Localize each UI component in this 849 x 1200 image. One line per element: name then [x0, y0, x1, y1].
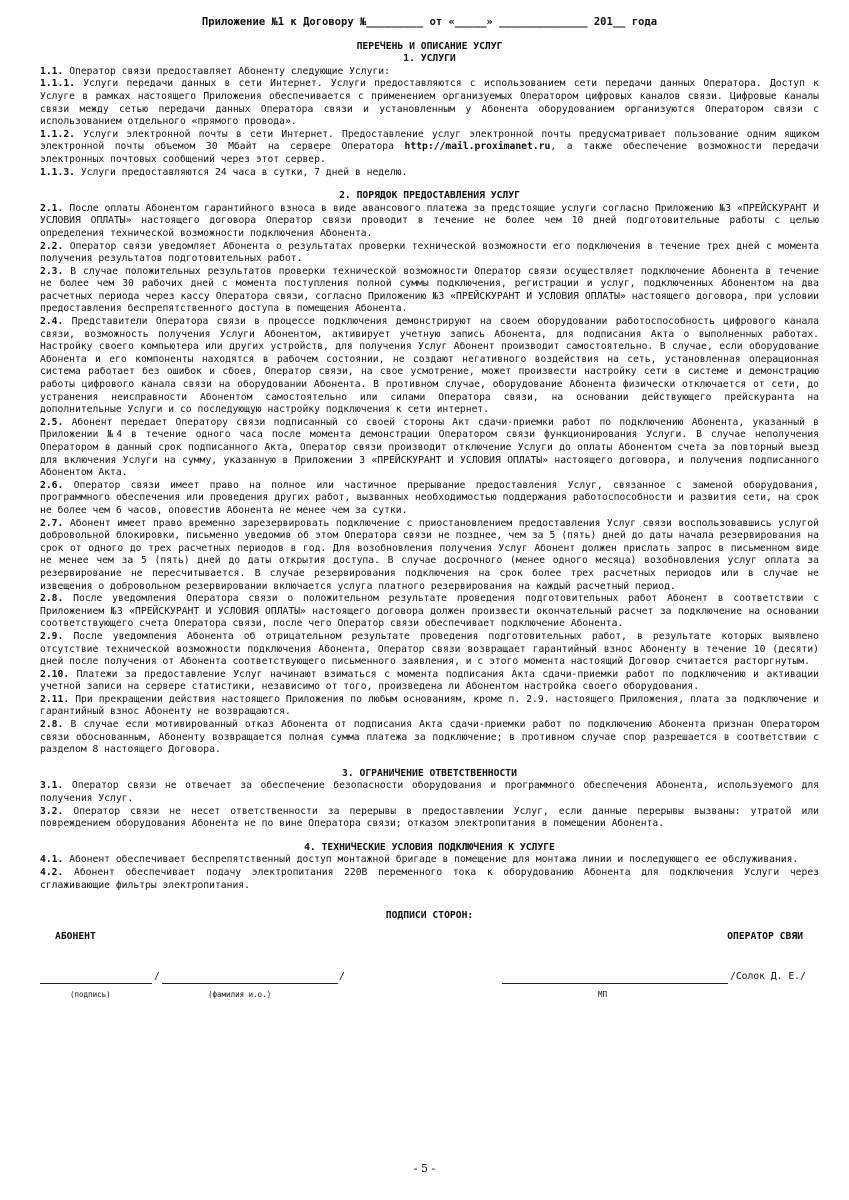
clause-number: 2.11.	[40, 693, 70, 705]
clause-number: 2.8.	[40, 593, 64, 605]
clause-paragraph	[40, 719, 819, 757]
clause-text: Абонент обеспечивает подачу электропитания 220В переменного тока к оборудованию Абонента для подключения Услуги через сглаживающие фильтры электропитания.	[40, 867, 819, 891]
clause-paragraph	[40, 694, 819, 719]
clause-number: 1.1.3.	[40, 166, 75, 178]
clause-text: Услуги электронной почты в сети Интернет. Предоставление услуг электронной почты предусматривает пользование одним ящиком электронной почты объемом 30 Мбайт на сервере Оператора	[40, 128, 819, 153]
section-title: 2. ПОРЯДОК ПРЕДОСТАВЛЕНИЯ УСЛУГ	[339, 190, 520, 202]
clause-text: В случае положительных результатов проверки технической возможности Оператор связи осуществляет подключение Абонента в течение не более чем 30 рабочих дней с момента поступления полной суммы подключения, регистрации и услуг, подключенных Абонентом на два расчетных периода через кассу Оператора связи, согласно Приложению №3 «ПРЕЙСКУРАНТ И УСЛОВИЯ ОПЛАТЫ» настоящего договора, при условии предоставления беспрепятственного доступа в помещения Абонента.	[40, 265, 819, 315]
clause-text: После уведомления Оператора связи о положительном результате проведения подготовительных работ Абонент в соответствии с Приложением №3 «ПРЕЙСКУРАНТ И УСЛОВИЯ ОПЛАТЫ» настоящего договора должен произвести окончательный расчет за подключение на основании соответствующего счета Оператора связи, после чего Оператор связи обеспечивает подключение Абонента.	[40, 593, 819, 630]
clause-paragraph	[40, 241, 819, 266]
clause-number: 2.6.	[40, 479, 64, 491]
clause-text: Оператор связи не отвечает за обеспечение безопасности оборудования и программного обеспечения Абонента, используемого для получения Услуг.	[40, 780, 819, 805]
clause-text: Абонент имеет право временно зарезервировать подключение с приостановлением предоставления Услуг связи воспользовавшись услугой добровольной блокировки, письменно уведомив об этом Оператора связи не позднее, чем за 5 (пять) дней до даты начала резервирования на срок от одного до трех расчетных периодов в год. Для возобновления получения Услуг Абонент должен прислать запрос в письменном виде не менее чем за 5 (пять) дней до даты открытия доступа. В случае досрочного (менее одного месяца) возобновления услуг оплата за резервирование не пересчитывается. В случае резервирования подключения на срок более трех расчетных периодов или в случае не извещения о добровольном резервировании включается услуга платного резервирования на каждый расчетный период.	[40, 517, 819, 592]
clause-text: Абонент обеспечивает беспрепятственный доступ монтажной бригаде в помещение для монтажа линии и последующего ее обслуживания.	[69, 854, 799, 866]
clause-text: После уведомления Абонента об отрицательном результате проведения подготовительных работ, в результате которых выявлено отсутствие технической возможности подключения Абонента, Оператор связи возвращает гарантийный взнос Абоненту в течение 10 (десяти) дней после получения от Абонента соответствующего письменного заявления, и с этого момента настоящий Договор считается расторгнутым.	[40, 630, 819, 668]
clause-number: 4.2.	[40, 867, 64, 878]
clause-number: 2.7.	[40, 517, 64, 529]
clause-number: 3.2.	[40, 805, 64, 817]
clause-text: Платежи за предоставление Услуг начинают взиматься с момента подписания Акта сдачи-приемки работ по подключению и активации учетной записи на сервере статистики, независимо от того, произведена ли Абонентом настройка своего оборудования.	[40, 668, 819, 693]
subscriber-name-line	[162, 971, 338, 984]
signature-slash-2: /	[339, 970, 345, 982]
clause-paragraph	[40, 518, 819, 594]
clause-number: 2.4.	[40, 316, 64, 328]
signatures-block	[40, 931, 819, 971]
clause-text: В случае если мотивированный отказ Абонента от подписания Акта сдачи-приемки работ по подключению Абонента признан Оператором связи обоснованным, Абоненту возвращается полная сумма платежа за подключение; в противном случае спор разрешается в соответствии с разделом 8 настоящего Договора.	[40, 719, 819, 756]
clause-paragraph	[40, 129, 819, 167]
clause-number: 2.2.	[40, 240, 64, 252]
clause-text: Оператор связи уведомляет Абонента о результатах проверки технической возможности его подключения в течение трех дней с момента получения результатов подготовительных работ.	[40, 240, 819, 265]
clause-number: 1.1.2.	[40, 128, 75, 140]
signature-lines	[40, 971, 819, 1005]
clause-paragraph	[40, 167, 819, 180]
clause-number: 1.1.	[40, 65, 64, 77]
section-title: 3. ОГРАНИЧЕНИЕ ОТВЕТСТВЕННОСТИ	[342, 767, 517, 779]
clause-number: 2.3.	[40, 265, 64, 277]
page-number: - 5 -	[413, 1162, 436, 1175]
signature-caption: (подпись)	[70, 989, 111, 999]
document-header: Приложение №1 к Договору №_________ от «_____» ______________ 201__ года	[201, 16, 658, 28]
document-title: ПЕРЕЧЕНЬ И ОПИСАНИЕ УСЛУГ	[356, 40, 503, 52]
clause-paragraph	[40, 78, 819, 128]
clause-paragraph	[40, 266, 819, 316]
clause-paragraph	[40, 780, 819, 805]
signatures-title: ПОДПИСИ СТОРОН:	[385, 910, 474, 922]
clause-paragraph	[40, 593, 819, 631]
clause-number: 1.1.1.	[40, 78, 75, 90]
clause-paragraph	[40, 203, 819, 241]
clause-paragraph	[40, 806, 819, 831]
sections-container	[40, 53, 819, 892]
name-caption: (фамилия и.о.)	[208, 989, 272, 999]
stamp-caption: МП	[598, 989, 608, 999]
subscriber-signature-line	[40, 971, 152, 984]
operator-label: ОПЕРАТОР СВЯИ	[727, 930, 803, 942]
clause-text: Услуги передачи данных в сети Интернет. Услуги предоставляются с использованием сети передачи данных Оператора. Доступ к Услуге в рамках настоящего Приложения обеспечивается с применением организуемых Оператором цифровых каналов связи. Цифровые каналы связи между сетью передачи данных Оператора связи и установленным у Абонента оборудованием организуются Оператором связи с использованием отдельного «прямого провода».	[40, 78, 819, 128]
clause-paragraph	[40, 854, 819, 867]
clause-text: Услуги предоставляются 24 часа в сутки, 7 дней в неделю.	[80, 166, 408, 178]
clause-text: Оператор связи имеет право на полное или частичное прерывание предоставления Услуг, связанное с заменой оборудования, программного обеспечения или проведения других работ, вызванных необходимостью поддержания работоспособности и развития сети, на срок не более чем 6 часов, оповестив Абонента не менее чем за сутки.	[40, 479, 819, 516]
clause-paragraph	[40, 417, 819, 480]
operator-name: /Солок Д. Е./	[730, 970, 806, 982]
clause-number: 3.1.	[40, 780, 64, 792]
clause-number: 2.1.	[40, 202, 64, 214]
clause-text: При прекращении действия настоящего Приложения по любым основаниям, кроме п. 2.9. настоящего Приложения, плата за подключение и гарантийный взнос Абоненту не возвращаются.	[40, 693, 819, 718]
clause-text: После оплаты Абонентом гарантийного взноса в виде авансового платежа за предстоящие услуги согласно Приложению №3 «ПРЕЙСКУРАНТ И УСЛОВИЯ ОПЛАТЫ» настоящего договора Оператор связи проводит в течение не более чем 10 дней подготовительные работы с целью определения технической возможности подключения Абонента.	[40, 202, 819, 239]
clause-paragraph	[40, 669, 819, 694]
section-title: 1. УСЛУГИ	[403, 53, 456, 65]
clause-number: 4.1.	[40, 854, 64, 866]
clause-number: 2.9.	[40, 630, 64, 642]
clause-text: Абонент передает Оператору связи подписанный со своей стороны Акт сдачи-приемки работ по подключению Абонента, указанный в Приложении №4 в течение одного часа после момента демонстрации Оператором связи функционирования Услуги. В случае неполучения Оператором в данный срок подписанного Акта, Оператор связи производит отключение Услуги до оплаты Абонентом счета за повторный выезд для включения Услуги на сумму, указанную в Приложении 3 «ПРЕЙСКУРАНТ И УСЛОВИЯ ОПЛАТЫ» настоящего договора, и получения подписанного Абонентом Акта.	[40, 416, 819, 479]
clause-paragraph	[40, 480, 819, 518]
clause-paragraph	[40, 631, 819, 669]
document-page	[40, 16, 819, 1005]
subscriber-label: АБОНЕНТ	[55, 930, 96, 942]
clause-number: 2.5.	[40, 416, 64, 428]
clause-paragraph	[40, 66, 819, 79]
clause-text: Оператор связи предоставляет Абоненту следующие Услуги:	[69, 65, 390, 77]
clause-number: 2.8.	[40, 719, 64, 731]
operator-signature-line	[502, 971, 728, 984]
clause-text: Представители Оператора связи в процессе подключения демонстрируют на своем оборудовании работоспособность цифрового канала связи, возможность получения Услуги Абонентом, активирует учетную запись Абонента, для подписания Акта о выполненных работах. Настройку своего компьютера или других устройств, для получения Услуг Абонент производит самостоятельно. В случае, если оборудование Абонента и его компоненты находятся в рабочем состоянии, не создают негативного воздействия на сеть, установленная операционная система работает без ошибок и сбоев, Оператор связи, на свое усмотрение, может произвести настройку сети в системе и демонстрацию работы цифрового канала связи на оборудовании Абонента. В противном случае, оборудование Абонента физически отключается от сети, до устранения неисправности Абонентом самостоятельно или силами Оператора связи, на основании действующего прейскуранта на дополнительные Услуги и со последующую настройку подключения к сети интернет.	[40, 316, 819, 416]
mail-server-link[interactable]: http://mail.proximanet.ru	[404, 141, 551, 153]
clause-number: 2.10.	[40, 668, 70, 680]
signature-slash-1: /	[154, 970, 160, 982]
clause-paragraph	[40, 867, 819, 892]
section-title: 4. ТЕХНИЧЕСКИЕ УСЛОВИЯ ПОДКЛЮЧЕНИЯ К УСЛУГЕ	[304, 841, 555, 853]
clause-paragraph	[40, 316, 819, 417]
clause-text-after: , а также обеспечение возможности передачи электронных почтовых сообщений через этот сервер.	[40, 141, 819, 165]
clause-text: Оператор связи не несет ответственности за перерывы в предоставлении Услуг, если данные перерывы вызваны: утратой или повреждением оборудования Абонента не по вине Оператора связи; отказом электропитания в помещении Абонента.	[40, 805, 819, 830]
